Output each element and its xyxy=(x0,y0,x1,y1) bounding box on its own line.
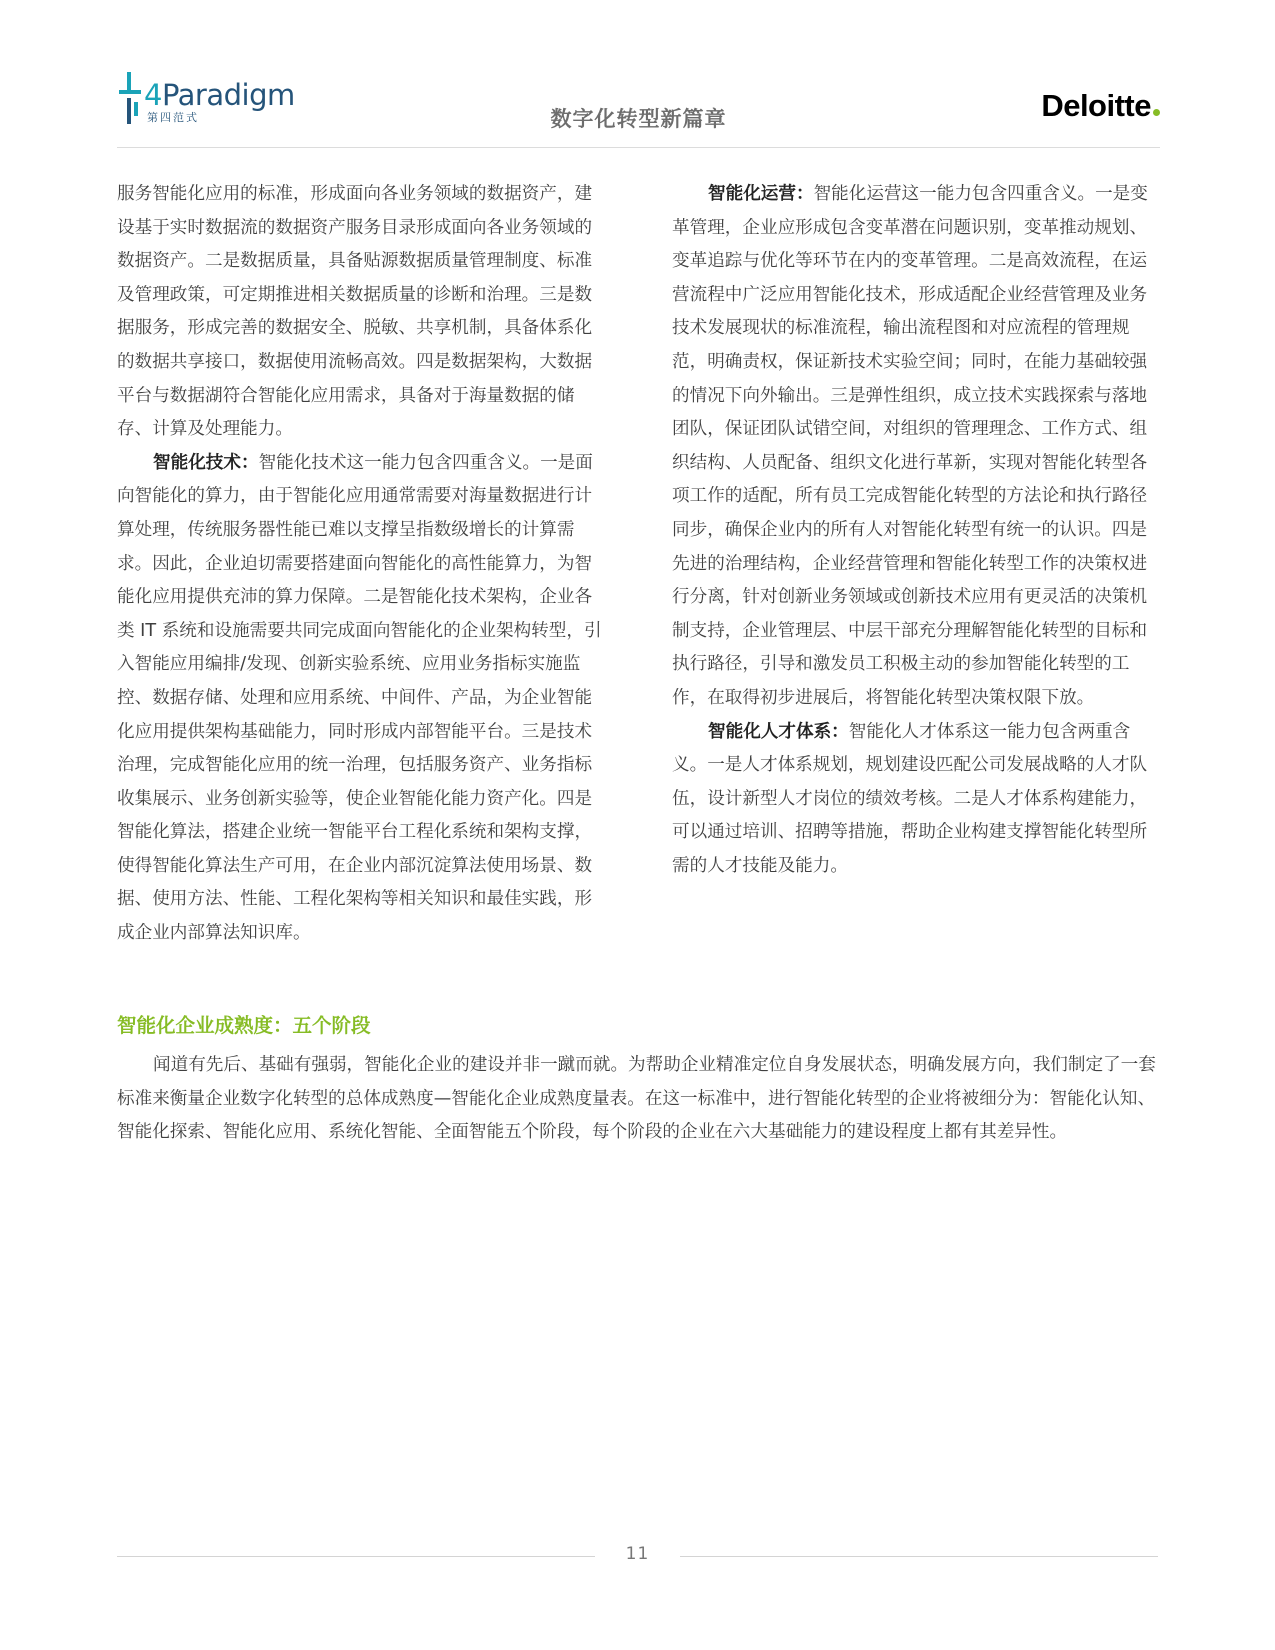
intelligent-tech-heading: 智能化技术： xyxy=(153,452,259,473)
data-capability-paragraph: 服务智能化应用的标准，形成面向各业务领域的数据资产，建设基于实时数据流的数据资产服务目录形成面向各业务领域的数据资产。二是数据质量，具备贴源数据质量管理制度、标准及管理政策，可定期推进相关数据质量的诊断和治理。三是数据服务，形成完善的数据安全、脱敏、共享机制，具备体系化的数据共享接口，数据使用流畅高效。四是数据架构，大数据平台与数据湖符合智能化应用需求，具备对于海量数据的储存、计算及处理能力。 xyxy=(117,184,593,440)
4paradigm-wordmark: 4Paradigm xyxy=(144,78,295,112)
talent-system-heading: 智能化人才体系： xyxy=(708,721,849,742)
deloitte-dot-icon xyxy=(1153,109,1160,116)
header-divider xyxy=(117,147,1160,148)
page-number: 11 xyxy=(625,1544,650,1564)
talent-system-paragraph xyxy=(672,716,1157,884)
right-column xyxy=(672,178,1157,883)
4paradigm-chinese-name: 第四范式 xyxy=(147,111,199,124)
intelligent-tech-paragraph xyxy=(117,447,602,951)
footer-divider-left xyxy=(117,1556,595,1557)
intelligent-operations-body: 智能化运营这一能力包含四重含义。一是变革管理，企业应形成包含变革潜在问题识别，变革推动规划、变革追踪与优化等环节在内的变革管理。二是高效流程，在运营流程中广泛应用智能化技术，形成适配企业经营管理及业务技术发展现状的标准流程，输出流程图和对应流程的管理规范，明确责权，保证新技术实验空间；同时，在能力基础较强的情况下向外输出。三是弹性组织，成立技术实践探索与落地团队，保证团队试错空间，对组织的管理理念、工作方式、组织结构、人员配备、组织文化进行革新，实现对智能化转型各项工作的适配，所有员工完成智能化转型的方法论和执行路径同步，确保企业内的所有人对智能化转型有统一的认识。四是先进的治理结构，企业经营管理和智能化转型工作的决策权进行分离，针对创新业务领域或创新技术应用有更灵活的决策机制支持，企业管理层、中层干部充分理解智能化转型的目标和执行路径，引导和激发员工积极主动的参加智能化转型的工作，在取得初步进展后，将智能化转型决策权限下放。 xyxy=(672,184,1148,708)
intelligent-tech-body: 智能化技术这一能力包含四重含义。一是面向智能化的算力，由于智能化应用通常需要对海量数据进行计算处理，传统服务器性能已难以支撑呈指数级增长的计算需求。因此，企业迫切需要搭建面向智能化的高性能算力，为智能化应用提供充沛的算力保障。二是智能化技术架构，企业各类 IT 系统和设施需要共同完成面向智能化的企业架构转型，引入智能应用编排/发现、创新实验系统、应用业务指标实施监控、数据存储、处理和应用系统、中间件、产品，为企业智能化应用提供架构基础能力，同时形成内部智能平台。三是技术治理，完成智能化应用的统一治理，包括服务资产、业务指标收集展示、业务创新实验等，使企业智能化能力资产化。四是智能化算法，搭建企业统一智能平台工程化系统和架构支撑， 使得智能化算法生产可用，在企业内部沉淀算法使用场景、数据、使用方法、性能、工程化架构等相关知识和最佳实践，形成企业内部算法知识库。 xyxy=(117,452,602,944)
page-header xyxy=(117,70,1160,148)
footer-divider-right xyxy=(680,1556,1158,1557)
talent-system-body: 智能化人才体系这一能力包含两重含义。一是人才体系规划，规划建设匹配公司发展战略的人才队伍，设计新型人才岗位的绩效考核。二是人才体系构建能力，可以通过培训、招聘等措施，帮助企业构建支撑智能化转型所需的人才技能及能力。 xyxy=(672,721,1148,876)
deloitte-logo: Deloitte xyxy=(1041,88,1160,124)
intelligent-operations-heading: 智能化运营： xyxy=(708,184,814,204)
section-heading: 智能化企业成熟度：五个阶段 xyxy=(117,1014,371,1037)
section-intro-paragraph: 闻道有先后、基础有强弱，智能化企业的建设并非一蹴而就。为帮助企业精准定位自身发展状态，明确发展方向，我们制定了一套标准来衡量企业数字化转型的总体成熟度—智能化企业成熟度量表。在这一标准中，进行智能化转型的企业将被细分为：智能化认知、智能化探索、智能化应用、系统化智能、全面智能五个阶段，每个阶段的企业在六大基础能力的建设程度上都有其差异性。 xyxy=(117,1055,1156,1143)
left-column xyxy=(117,178,602,951)
document-title: 数字化转型新篇章 xyxy=(550,107,727,131)
intelligent-operations-paragraph xyxy=(672,178,1157,716)
